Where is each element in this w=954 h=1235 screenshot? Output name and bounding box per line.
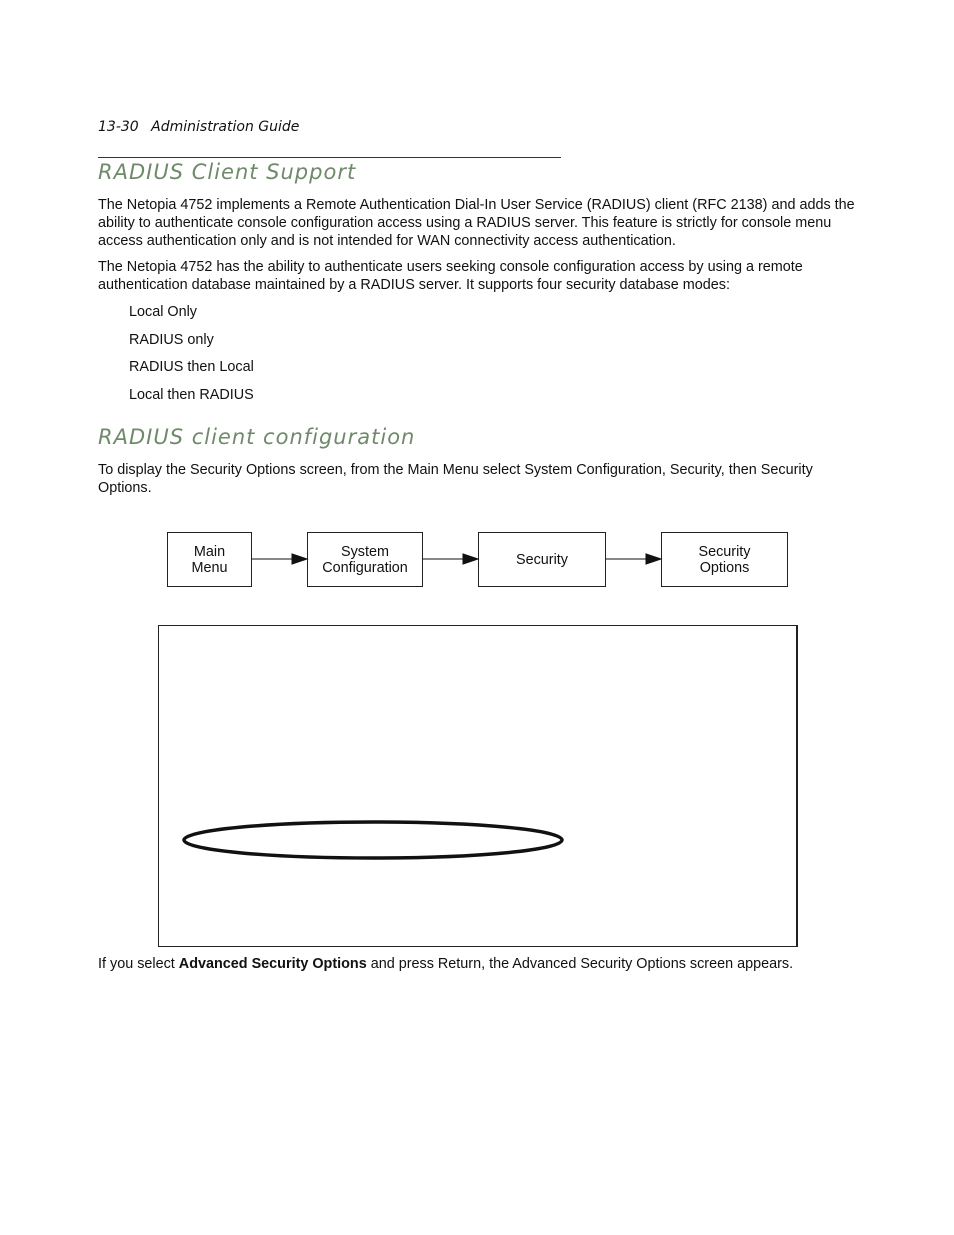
section-rule <box>98 157 561 158</box>
flow-box-main-menu: Main Menu <box>167 532 252 587</box>
flow-box-security: Security <box>478 532 606 587</box>
flow-arrowhead-1 <box>292 554 307 564</box>
guide-title: Administration Guide <box>151 119 300 135</box>
modes-paragraph: The Netopia 4752 has the ability to authenticate users seeking console configuration access by using a remote authentication database maintained by a RADIUS server. It supports four security database modes: <box>98 259 803 293</box>
advanced-options-paragraph <box>98 955 858 973</box>
advanced-options-text-post: and press Return, the Advanced Security Options screen appears. <box>366 956 794 972</box>
navigation-paragraph: To display the Security Options screen, from the Main Menu select System Configuration, Security, then Security Options. <box>98 462 813 496</box>
flow-box-system-configuration: System Configuration <box>307 532 423 587</box>
section-heading-radius-client-configuration: RADIUS client configuration <box>98 425 416 449</box>
running-head <box>98 119 299 135</box>
page-number: 13-30 <box>98 119 139 135</box>
intro-paragraph: The Netopia 4752 implements a Remote Authentication Dial-In User Service (RADIUS) client (RFC 2138) and adds the ability to authenticate console configuration access using a RADIUS server. This feature is strictly for console menu access authentication only and is not intended for WAN connectivity access authentication. <box>98 197 855 249</box>
section-heading-radius-client-support: RADIUS Client Support <box>98 160 357 184</box>
list-item: Local then RADIUS <box>129 386 254 403</box>
list-item: RADIUS only <box>129 331 214 348</box>
list-item: Local Only <box>129 304 197 320</box>
list-item: RADIUS then Local <box>129 359 254 376</box>
security-modes-list <box>129 302 254 412</box>
advanced-options-text-pre: If you select <box>98 956 179 972</box>
flow-box-security-options: Security Options <box>661 532 788 587</box>
flow-arrowhead-3 <box>646 554 661 564</box>
advanced-security-options-term: Advanced Security Options <box>178 956 367 972</box>
security-options-screen-frame <box>158 625 798 947</box>
flow-arrowhead-2 <box>463 554 478 564</box>
highlight-oval <box>159 626 796 946</box>
